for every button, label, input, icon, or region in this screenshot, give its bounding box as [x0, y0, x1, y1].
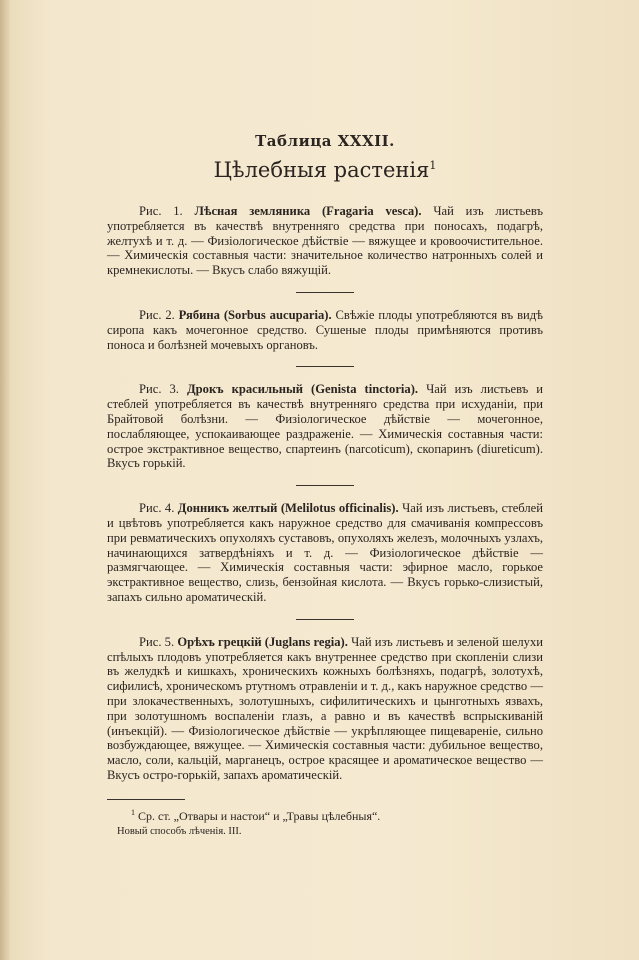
page-binding-edge — [0, 0, 10, 960]
entry-text: Чай изъ листьевъ и стеблей употребляется въ качествѣ внутренняго средства при исхуданіи, при Брайтовой болѣзни. — Физіологическое дѣйствіе — мочегонное, послабляющее, успокаивающее раздраженіе. — Химическія составныя части: острое экстрактивное вещество, спартеинъ (narcoticum), скопаринъ (diureticum). Вкусъ горькій. — [107, 382, 544, 471]
entry-text: Чай изъ листьевъ употребляется въ качествѣ внутренняго средства при поносахъ, подагрѣ, желтухѣ и т. д. — Физіологическое дѣйствіе — вяжущее и кровоочистительное. — Химическія составныя части: значительное количество натронныхъ солей и кремнекислоты. — Вкусъ слабо вяжущій. — [107, 204, 543, 278]
entry-number: Рис. 4. — [139, 501, 175, 516]
plant-name: Донникъ желтый (Melilotus officinalis). — [177, 501, 399, 516]
footnote-text: Ср. ст. „Отвары и настои“ и „Травы цѣлебныя“. — [138, 808, 381, 823]
entry-2 — [107, 308, 543, 352]
entry-5 — [107, 635, 543, 783]
entry-text: Чай изъ листьевъ, стеблей и цвѣтовъ употребляется какъ наружное средство для смачиванія компрессовъ при ревматическихъ опухоляхъ суставовъ, опухоляхъ железъ, молочныхъ узлахъ, начинающихся затвердѣніяхъ и т. д. — Физіологическое дѣйствіе — размягчающее. — Химическія составныя части: эфирное масло, горькое экстрактивное вещество, слизь, бензойная кислота. — Вкусъ горько-слизистый, запахъ сильно ароматическій. — [107, 501, 544, 604]
section-divider — [296, 485, 354, 486]
entry-3 — [107, 382, 543, 471]
entry-text: Свѣжіе плоды употребляются въ видѣ сиропа какъ мочегонное средство. Сушеные плоды примѣняются противъ поноса и болѣзней мочевыхъ органовъ. — [107, 307, 543, 352]
plate-heading: Таблица XXXII. — [255, 132, 395, 150]
plant-name: Рябина (Sorbus aucuparia). — [178, 307, 332, 322]
entry-1 — [107, 204, 543, 278]
plant-name: Дрокъ красильный (Genista tinctoria). — [186, 382, 419, 397]
footnote-rule — [107, 799, 185, 800]
entry-text: Чай изъ листьевъ и зеленой шелухи спѣлыхъ плодовъ употребляется какъ внутреннее средство при скопленіи слизи въ желудкѣ и кишкахъ, хроническихъ кожныхъ болѣзняхъ, подагрѣ, золотухѣ, сифилисѣ, хроническомъ ртутномъ отравленіи и т. д., какъ наружное средство — при злокачественныхъ, золотушныхъ, сифилитическихъ и цынготныхъ язвахъ, при золотушномъ воспаленіи глазъ, а равно и въ качествѣ вспрыскиваній (инъекцій). — Физіологическое дѣйствіе — укрѣпляющее пищевареніе, сильно возбуждающее, вяжущее. — Химическія составныя части: дубильное вещество, масло, соли, кальцій, марганецъ, острое красящее и ароматическое вещество — Вкусъ остро-горькій, запахъ ароматическій. — [107, 634, 544, 782]
entry-4 — [107, 501, 543, 605]
plant-name: Лѣсная земляника (Fragaria vesca). — [194, 204, 422, 218]
section-divider — [296, 366, 354, 367]
entry-number: Рис. 3. — [139, 382, 179, 397]
title-footnote-mark: 1 — [429, 159, 437, 172]
section-divider — [296, 292, 354, 293]
entry-number: Рис. 5. — [139, 634, 175, 649]
footnote — [107, 805, 543, 824]
page-title — [107, 158, 543, 182]
page-content — [107, 132, 543, 837]
entry-number: Рис. 2. — [139, 307, 175, 322]
entry-number: Рис. 1. — [139, 204, 183, 218]
section-divider — [296, 619, 354, 620]
running-footer: Новый способъ лѣченія. III. — [117, 825, 242, 837]
footnote-mark: 1 — [131, 807, 135, 817]
title-text: Цѣлебныя растенія — [213, 158, 430, 182]
plant-name: Орѣхъ грецкій (Juglans regia). — [177, 634, 348, 649]
